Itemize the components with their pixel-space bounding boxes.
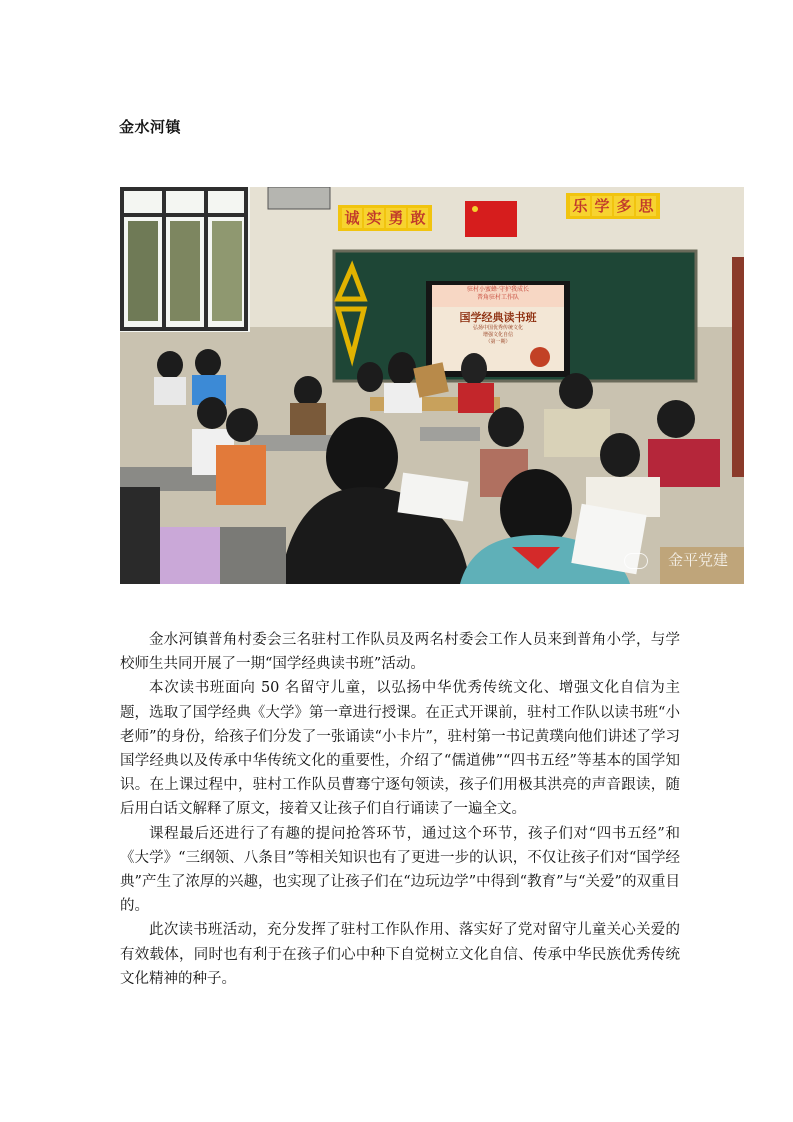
classroom-illustration xyxy=(120,187,744,584)
classroom-photo xyxy=(120,187,744,584)
banner-char: 思 xyxy=(636,196,656,216)
banner-char: 诚 xyxy=(342,208,362,228)
screen-line: 普角驻村工作队 xyxy=(476,294,519,301)
paragraph: 此次读书班活动，充分发挥了驻村工作队作用、落实好了党对留守儿童关心关爱的有效载体，同时也有利于在孩子们心中种下自觉树立文化自信、传承中华民族优秀传统文化精神的种子。 xyxy=(120,922,680,987)
banner-char: 多 xyxy=(614,196,634,216)
page-title: 金水河镇 xyxy=(119,118,182,136)
banner-char: 敢 xyxy=(408,208,428,228)
screen-line: 驻村小蜜蜂·守护我成长 xyxy=(467,286,529,293)
banner-learn-think xyxy=(566,193,660,219)
watermark-logo-icon xyxy=(624,553,648,569)
screen-title: 国学经典读书班 xyxy=(459,311,537,324)
banner-honest-brave xyxy=(338,205,432,231)
photo-watermark: 金平党建 xyxy=(667,551,728,569)
screen-line: 增强文化自信 xyxy=(482,332,513,338)
screen-header xyxy=(432,286,564,302)
article-body xyxy=(120,628,680,991)
screen-subtitle xyxy=(432,325,564,346)
banner-char: 乐 xyxy=(570,196,590,216)
banner-char: 勇 xyxy=(386,208,406,228)
paragraph: 课程最后还进行了有趣的提问抢答环节，通过这个环节，孩子们对“四书五经”和《大学》“三纲领、八条目”等相关知识也有了更进一步的认识，不仅让孩子们对“国学经典”产生了浓厚的兴趣，也实现了让孩子们在“边玩边学”中得到“教育”与“关爱”的双重目的。 xyxy=(120,825,680,915)
banner-char: 实 xyxy=(364,208,384,228)
paragraph: 金水河镇普角村委会三名驻村工作队员及两名村委会工作人员来到普角小学，与学校师生共同开展了一期“国学经典读书班”活动。 xyxy=(120,632,680,673)
screen-line: （第一期） xyxy=(485,339,511,345)
banner-char: 学 xyxy=(592,196,612,216)
screen-line: 弘扬中国优秀传统文化 xyxy=(472,325,523,331)
paragraph: 本次读书班面向 50 名留守儿童，以弘扬中华优秀传统文化、增强文化自信为主题，选取了国学经典《大学》第一章进行授课。在正式开课前，驻村工作队以读书班“小老师”的身份，给孩子们分发了一张诵读“小卡片”，驻村第一书记黄璞向他们讲述了学习国学经典以及传承中华传统文化的重要性，介绍了“儒道佛”“四书五经”等基本的国学知识。在上课过程中，驻村工作队员曹骞宁逐句领读，孩子们用极其洪亮的声音跟读，随后用白话文解释了原文，接着又让孩子们自行诵读了一遍全文。 xyxy=(120,680,680,818)
